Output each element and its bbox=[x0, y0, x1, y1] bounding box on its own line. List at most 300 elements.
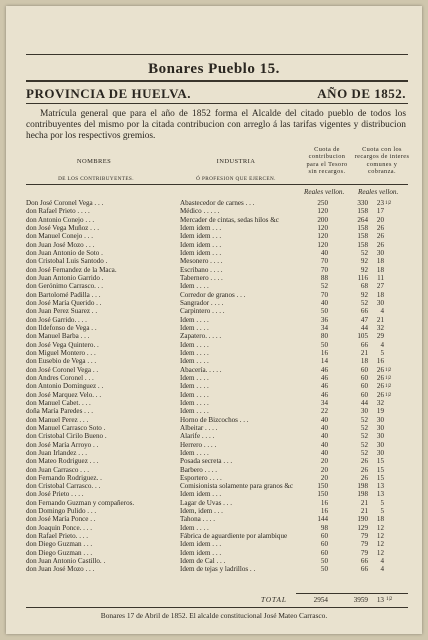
cents-cell: 20 bbox=[376, 215, 384, 224]
quota-surcharge-cell: 264 bbox=[357, 215, 368, 224]
table-row bbox=[6, 549, 422, 557]
document-page bbox=[6, 6, 422, 634]
top-rule bbox=[26, 54, 408, 55]
industry-cell: Idem idem . . . bbox=[180, 232, 222, 241]
quota-surcharge-cell: 52 bbox=[360, 298, 368, 307]
quota-surcharge-cell: 66 bbox=[360, 307, 368, 316]
taxpayer-name: don Manuel Carrasco Soto . bbox=[26, 423, 106, 432]
quota-cell: 36 bbox=[320, 315, 328, 324]
table-row bbox=[6, 257, 422, 265]
quota-cell: 34 bbox=[320, 398, 328, 407]
quota-surcharge-cell: 18 bbox=[360, 357, 368, 366]
industry-cell: Idem . . . . bbox=[180, 390, 209, 399]
table-row bbox=[6, 324, 422, 332]
taxpayer-name: don Juan Antonio de Soto . bbox=[26, 248, 103, 257]
industry-cell: Tabernero . . . . bbox=[180, 273, 223, 282]
industry-cell: Zapatero. . . . . bbox=[180, 332, 222, 341]
quota-cell: 46 bbox=[320, 382, 328, 391]
quota-header: Cuota de contribucion para el Tesoro sin recargos. bbox=[306, 146, 348, 175]
quota-cell: 120 bbox=[317, 232, 328, 241]
cents-cell: 30 bbox=[376, 440, 384, 449]
industry-cell: Mesonero . . . . bbox=[180, 257, 223, 266]
table-row bbox=[6, 441, 422, 449]
industry-cell: Corredor de granos . . . bbox=[180, 290, 246, 299]
quota-surcharge-cell: 52 bbox=[360, 448, 368, 457]
industry-cell: Horno de Bizcochos . . . bbox=[180, 415, 249, 424]
intro-paragraph: Matrícula general que para el año de 1852 forma el Alcalde del citado pueblo de todos los contribuyentes del mismo por la citada contribucion con arreglo á las tarifas vigentes y distribucion hecha por los respectivos gremios. bbox=[26, 109, 406, 141]
industry-cell: Posada secreta . . . bbox=[180, 457, 233, 466]
total-quota: 2954 bbox=[313, 596, 328, 604]
table-row bbox=[6, 357, 422, 365]
quota-cell: 40 bbox=[320, 440, 328, 449]
quota-surcharge-cell: 92 bbox=[360, 257, 368, 266]
industry-cell: Idem, idem . . . bbox=[180, 507, 223, 516]
quota-surcharge-cell: 68 bbox=[360, 282, 368, 291]
cents-cell: 5 bbox=[380, 498, 384, 507]
quota-cell: 60 bbox=[320, 548, 328, 557]
quota-surcharge-cell: 21 bbox=[360, 498, 368, 507]
quota-cell: 34 bbox=[320, 323, 328, 332]
quota-surcharge-cell: 158 bbox=[357, 240, 368, 249]
cents-cell: 29 bbox=[376, 332, 384, 341]
industry-cell: Barbero . . . . bbox=[180, 465, 218, 474]
industry-cell: Idem . . . . bbox=[180, 407, 209, 416]
cents-cell: 17 bbox=[376, 207, 384, 216]
table-row bbox=[6, 474, 422, 482]
cents-cell: 15 bbox=[376, 473, 384, 482]
cents-cell: 18 bbox=[376, 290, 384, 299]
table-row bbox=[6, 416, 422, 424]
table-row bbox=[6, 557, 422, 565]
quota-surcharge-cell: 79 bbox=[360, 532, 368, 541]
quota-cell: 46 bbox=[320, 390, 328, 399]
table-row bbox=[6, 482, 422, 490]
taxpayer-name: don Rafael Prieto. . . . bbox=[26, 532, 89, 541]
fraction-cell: 1|2 bbox=[385, 374, 392, 381]
industry-cell: Idem . . . . bbox=[180, 315, 209, 324]
taxpayer-name: doña María Paredes . . . bbox=[26, 407, 93, 416]
taxpayer-name: don Juan Antonio Garrido . bbox=[26, 273, 104, 282]
quota-surcharge-cell: 21 bbox=[360, 507, 368, 516]
table-row bbox=[6, 366, 422, 374]
quota-cell: 16 bbox=[320, 498, 328, 507]
cents-cell: 26 bbox=[376, 390, 384, 399]
header-rule bbox=[26, 184, 408, 185]
cents-cell: 32 bbox=[376, 323, 384, 332]
taxpayer-name: don Miguel Montero . . . bbox=[26, 348, 96, 357]
industry-cell: Carpintero . . . . bbox=[180, 307, 225, 316]
quota-cell: 16 bbox=[320, 348, 328, 357]
quota-surcharge-cell: 66 bbox=[360, 340, 368, 349]
table-row bbox=[6, 291, 422, 299]
cents-cell: 11 bbox=[377, 273, 384, 282]
table-row bbox=[6, 457, 422, 465]
taxpayer-name: don Andres Coronel . . . bbox=[26, 373, 94, 382]
quota-surcharge-cell: 44 bbox=[360, 398, 368, 407]
cents-cell: 26 bbox=[376, 373, 384, 382]
names-header: NOMBRES bbox=[76, 158, 112, 165]
quota-surcharge-cell: 60 bbox=[360, 390, 368, 399]
cents-cell: 5 bbox=[380, 507, 384, 516]
quota-surcharge-cell: 60 bbox=[360, 365, 368, 374]
table-row bbox=[6, 565, 422, 573]
cents-cell: 4 bbox=[380, 557, 384, 566]
industry-cell: Tahona . . . . bbox=[180, 515, 215, 524]
industry-cell: Comisionista solamente para granos &c bbox=[180, 482, 294, 491]
industry-cell: Idem . . . . bbox=[180, 340, 209, 349]
quota-surcharge-cell: 158 bbox=[357, 207, 368, 216]
quota-cell: 70 bbox=[320, 257, 328, 266]
industry-cell: Albeitar . . . . bbox=[180, 423, 218, 432]
taxpayer-name: don José María Arroyo . . bbox=[26, 440, 99, 449]
cents-cell: 30 bbox=[376, 448, 384, 457]
quota-cell: 60 bbox=[320, 532, 328, 541]
quota-cell: 50 bbox=[320, 557, 328, 566]
industry-cell: Sangrador . . . . bbox=[180, 298, 224, 307]
taxpayer-name: don Juan Perez Suarez . . bbox=[26, 307, 98, 316]
industry-cell: Idem idem . . . bbox=[180, 540, 222, 549]
taxpayer-name: don Mateo Rodriguez . . . bbox=[26, 457, 99, 466]
quota-cell: 40 bbox=[320, 423, 328, 432]
quota-surcharge-header: Cuota con los recargos de interes comunes y cobranza. bbox=[354, 146, 410, 175]
table-row bbox=[6, 266, 422, 274]
taxpayer-table bbox=[6, 199, 422, 574]
table-row bbox=[6, 499, 422, 507]
quota-cell: 60 bbox=[320, 540, 328, 549]
industry-cell: Idem . . . . bbox=[180, 382, 209, 391]
cents-cell: 12 bbox=[376, 548, 384, 557]
table-row bbox=[6, 424, 422, 432]
quota-cell: 98 bbox=[320, 523, 328, 532]
industry-cell: Idem idem . . . bbox=[180, 248, 222, 257]
taxpayer-name: don Juan Carrasco . . . bbox=[26, 465, 90, 474]
industry-cell: Idem . . . . bbox=[180, 523, 209, 532]
taxpayer-name: don Juan José Mozo . . . bbox=[26, 565, 95, 574]
quota-cell: 120 bbox=[317, 207, 328, 216]
cents-cell: 4 bbox=[380, 307, 384, 316]
quota-surcharge-cell: 129 bbox=[357, 523, 368, 532]
quota-surcharge-cell: 79 bbox=[360, 548, 368, 557]
table-row bbox=[6, 249, 422, 257]
table-row bbox=[6, 524, 422, 532]
table-row bbox=[6, 449, 422, 457]
quota-cell: 14 bbox=[320, 357, 328, 366]
industry-cell: Lagar de Uvas . . . bbox=[180, 498, 233, 507]
cents-cell: 30 bbox=[376, 423, 384, 432]
total-row bbox=[6, 596, 422, 605]
taxpayer-name: don Fernando Rodriguez. . bbox=[26, 473, 102, 482]
taxpayer-name: don José Marquez Velo. . . bbox=[26, 390, 102, 399]
cents-cell: 13 bbox=[376, 482, 384, 491]
industry-cell: Idem . . . . bbox=[180, 448, 209, 457]
cents-cell: 16 bbox=[376, 357, 384, 366]
province-heading: PROVINCIA DE HUELVA. bbox=[26, 86, 191, 101]
quota-cell: 20 bbox=[320, 473, 328, 482]
cents-cell: 18 bbox=[376, 515, 384, 524]
industry-cell: Fábrica de aguardiente por alambique bbox=[180, 532, 288, 541]
footer-rule bbox=[26, 607, 408, 608]
quota-surcharge-cell: 190 bbox=[357, 515, 368, 524]
cents-cell: 32 bbox=[376, 398, 384, 407]
industry-header: INDUSTRIA bbox=[216, 158, 256, 165]
quota-cell: 144 bbox=[317, 515, 328, 524]
cents-cell: 26 bbox=[376, 240, 384, 249]
quota-cell: 120 bbox=[317, 240, 328, 249]
cents-cell: 30 bbox=[376, 298, 384, 307]
industry-cell: Idem . . . . bbox=[180, 282, 209, 291]
cents-cell: 18 bbox=[376, 257, 384, 266]
cents-cell: 27 bbox=[376, 282, 384, 291]
quota-cell: 150 bbox=[317, 490, 328, 499]
quota-cell: 88 bbox=[320, 273, 328, 282]
table-row bbox=[6, 515, 422, 523]
industry-cell: Alarife . . . . bbox=[180, 432, 215, 441]
quota-surcharge-cell: 66 bbox=[360, 557, 368, 566]
taxpayer-name: don Antonio Dominguez . . bbox=[26, 382, 104, 391]
signature-line: Bonares 17 de Abril de 1852. El alcalde constitucional José Mateo Carrasco. bbox=[100, 611, 328, 620]
industry-cell: Idem . . . . bbox=[180, 348, 209, 357]
quota-surcharge-cell: 26 bbox=[360, 457, 368, 466]
table-row bbox=[6, 241, 422, 249]
industry-cell: Idem idem . . . bbox=[180, 223, 222, 232]
industry-cell: Idem idem . . . bbox=[180, 490, 222, 499]
quota-surcharge-cell: 21 bbox=[360, 348, 368, 357]
table-row bbox=[6, 341, 422, 349]
industry-cell: Idem de tejas y ladrillos . . bbox=[180, 565, 256, 574]
quota-cell: 40 bbox=[320, 415, 328, 424]
quota-surcharge-cell: 52 bbox=[360, 423, 368, 432]
table-row bbox=[6, 216, 422, 224]
table-row bbox=[6, 490, 422, 498]
table-row bbox=[6, 391, 422, 399]
quota-cell: 50 bbox=[320, 565, 328, 574]
industry-cell: Idem . . . . bbox=[180, 373, 209, 382]
quota-surcharge-cell: 52 bbox=[360, 248, 368, 257]
table-row bbox=[6, 274, 422, 282]
quota-cell: 50 bbox=[320, 340, 328, 349]
cents-cell: 30 bbox=[376, 415, 384, 424]
industry-cell: Abacería. . . . . bbox=[180, 365, 222, 374]
table-row bbox=[6, 199, 422, 207]
quota-cell: 200 bbox=[317, 215, 328, 224]
taxpayer-name: don Joaquin Ponce. . . . bbox=[26, 523, 93, 532]
total-rule bbox=[296, 593, 408, 594]
cents-cell: 26 bbox=[376, 382, 384, 391]
table-row bbox=[6, 316, 422, 324]
table-row bbox=[6, 282, 422, 290]
quota-cell: 20 bbox=[320, 457, 328, 466]
industry-cell: Abastecedor de carnes . . . bbox=[180, 199, 255, 207]
quota-surcharge-cell: 116 bbox=[357, 273, 368, 282]
cents-cell: 15 bbox=[376, 457, 384, 466]
table-row bbox=[6, 532, 422, 540]
total-cents: 13 bbox=[376, 596, 384, 604]
quota-cell: 40 bbox=[320, 248, 328, 257]
total-fraction: 1|2 bbox=[386, 596, 393, 602]
quota-cell: 120 bbox=[317, 223, 328, 232]
cents-cell: 4 bbox=[380, 565, 384, 574]
industry-subheader: Ó PROFESION QUE EJERCEN. bbox=[196, 176, 276, 182]
quota-cell: 70 bbox=[320, 290, 328, 299]
quota-surcharge-cell: 105 bbox=[357, 332, 368, 341]
cents-cell: 19 bbox=[376, 407, 384, 416]
taxpayer-name: don Manuel Barba . . . bbox=[26, 332, 90, 341]
quota-surcharge-cell: 66 bbox=[360, 565, 368, 574]
quota-surcharge-cell: 52 bbox=[360, 432, 368, 441]
fraction-cell: 1|2 bbox=[385, 200, 392, 206]
cents-cell: 12 bbox=[376, 523, 384, 532]
taxpayer-name: don Manuel Cabet. . . . bbox=[26, 398, 91, 407]
quota-surcharge-cell: 198 bbox=[357, 490, 368, 499]
quota-cell: 20 bbox=[320, 465, 328, 474]
page-title: Bonares Pueblo 15. bbox=[148, 61, 280, 77]
taxpayer-name: don Antonio Conejo . . . bbox=[26, 215, 95, 224]
title-rule bbox=[26, 80, 408, 82]
taxpayer-name: don Domingo Pulido . . . bbox=[26, 507, 97, 516]
quota-cell: 70 bbox=[320, 265, 328, 274]
taxpayer-name: don Diego Guzman . . . bbox=[26, 548, 93, 557]
fraction-cell: 1|2 bbox=[385, 366, 392, 373]
cents-cell: 15 bbox=[376, 465, 384, 474]
taxpayer-name: don Juan José Mozo . . . bbox=[26, 240, 95, 249]
industry-cell: Idem de Cal . . . bbox=[180, 557, 226, 566]
cents-cell: 12 bbox=[376, 540, 384, 549]
taxpayer-name: don José María Ponce . . bbox=[26, 515, 96, 524]
quota-cell: 40 bbox=[320, 298, 328, 307]
table-row bbox=[6, 540, 422, 548]
table-row bbox=[6, 332, 422, 340]
industry-cell: Idem . . . . bbox=[180, 323, 209, 332]
quota-cell: 50 bbox=[320, 307, 328, 316]
taxpayer-name: don Fernando Guzman y compañeros. bbox=[26, 498, 135, 507]
taxpayer-name: don Juan Irlandez . . . bbox=[26, 448, 88, 457]
table-row bbox=[6, 507, 422, 515]
cents-cell: 21 bbox=[376, 315, 384, 324]
taxpayer-name: don Ildefonso de Vega . . bbox=[26, 323, 97, 332]
quota-surcharge-cell: 158 bbox=[357, 232, 368, 241]
taxpayer-name: don Rafael Prieto . . . . bbox=[26, 207, 90, 216]
cents-cell: 30 bbox=[376, 248, 384, 257]
quota-cell: 40 bbox=[320, 448, 328, 457]
names-subheader: DE LOS CONTRIBUYENTES. bbox=[58, 176, 134, 182]
cents-cell: 30 bbox=[376, 432, 384, 441]
taxpayer-name: don José Prieto . . . . bbox=[26, 490, 84, 499]
cents-cell: 23 bbox=[376, 199, 384, 207]
cents-cell: 5 bbox=[380, 348, 384, 357]
fraction-cell: 1|2 bbox=[385, 391, 392, 398]
quota-surcharge-cell: 26 bbox=[360, 465, 368, 474]
quota-surcharge-cell: 44 bbox=[360, 323, 368, 332]
industry-cell: Idem idem . . . bbox=[180, 548, 222, 557]
industry-cell: Idem . . . . bbox=[180, 357, 209, 366]
quota-cell: 250 bbox=[317, 199, 328, 207]
table-row bbox=[6, 232, 422, 240]
taxpayer-name: don José María Querido . . bbox=[26, 298, 102, 307]
quota-surcharge-cell: 92 bbox=[360, 290, 368, 299]
industry-cell: Esportero . . . . bbox=[180, 473, 222, 482]
table-row bbox=[6, 224, 422, 232]
cents-cell: 18 bbox=[376, 265, 384, 274]
quota-cell: 80 bbox=[320, 332, 328, 341]
quota-cell: 46 bbox=[320, 373, 328, 382]
quota-surcharge-cell: 79 bbox=[360, 540, 368, 549]
quota-cell: 52 bbox=[320, 282, 328, 291]
table-row bbox=[6, 207, 422, 215]
quota-cell: 40 bbox=[320, 432, 328, 441]
table-row bbox=[6, 349, 422, 357]
industry-cell: Idem . . . . bbox=[180, 398, 209, 407]
taxpayer-name: don José Fernandez de la Maca. bbox=[26, 265, 117, 274]
table-row bbox=[6, 382, 422, 390]
industry-cell: Mercader de cintas, sedas hilos &c bbox=[180, 215, 279, 224]
quota-surcharge-cell: 60 bbox=[360, 382, 368, 391]
taxpayer-name: don Manuel Conejo . . . bbox=[26, 232, 93, 241]
table-row bbox=[6, 432, 422, 440]
cents-cell: 13 bbox=[376, 490, 384, 499]
quota-cell: 46 bbox=[320, 365, 328, 374]
quota-surcharge-cell: 330 bbox=[357, 199, 368, 207]
table-row bbox=[6, 307, 422, 315]
total-quota-surcharge: 3959 bbox=[353, 596, 368, 604]
taxpayer-name: don Diego Guzman . . . bbox=[26, 540, 93, 549]
quota-cell: 16 bbox=[320, 507, 328, 516]
taxpayer-name: don Juan Antonio Castillo. . bbox=[26, 557, 106, 566]
table-row bbox=[6, 374, 422, 382]
cents-cell: 26 bbox=[376, 365, 384, 374]
total-label: TOTAL bbox=[261, 596, 287, 604]
quota-surcharge-cell: 52 bbox=[360, 415, 368, 424]
industry-cell: Idem idem . . . bbox=[180, 240, 222, 249]
taxpayer-name: don José Garrido. . . . bbox=[26, 315, 87, 324]
table-row bbox=[6, 407, 422, 415]
industry-cell: Médico . . . . . bbox=[180, 207, 220, 216]
taxpayer-name: don Cristobal Luis Santodo . bbox=[26, 257, 108, 266]
quota-surcharge-cell: 158 bbox=[357, 223, 368, 232]
taxpayer-name: don Eusebio de Vega . . . bbox=[26, 357, 97, 366]
cents-cell: 4 bbox=[380, 340, 384, 349]
quota-surcharge-cell: 26 bbox=[360, 473, 368, 482]
industry-cell: Herrero . . . . bbox=[180, 440, 217, 449]
table-row bbox=[6, 399, 422, 407]
table-row bbox=[6, 466, 422, 474]
taxpayer-name: don Cristobal Cirilo Bueno . bbox=[26, 432, 107, 441]
taxpayer-name: don Manuel Perez . . . bbox=[26, 415, 89, 424]
quota-cell: 150 bbox=[317, 482, 328, 491]
unit-label-1: Reales vellon. bbox=[304, 188, 345, 196]
quota-cell: 22 bbox=[320, 407, 328, 416]
table-row bbox=[6, 299, 422, 307]
unit-label-2: Reales vellon. bbox=[358, 188, 399, 196]
cents-cell: 12 bbox=[376, 532, 384, 541]
fraction-cell: 1|2 bbox=[385, 383, 392, 390]
taxpayer-name: don José Coronel Vega . . bbox=[26, 365, 99, 374]
quota-surcharge-cell: 60 bbox=[360, 373, 368, 382]
quota-surcharge-cell: 52 bbox=[360, 440, 368, 449]
cents-cell: 26 bbox=[376, 223, 384, 232]
cents-cell: 26 bbox=[376, 232, 384, 241]
taxpayer-name: don Bartolomé Padilla . . . bbox=[26, 290, 101, 299]
quota-surcharge-cell: 30 bbox=[360, 407, 368, 416]
taxpayer-name: don José Vega Quintero. . bbox=[26, 340, 99, 349]
quota-surcharge-cell: 198 bbox=[357, 482, 368, 491]
taxpayer-name: don Cristobal Carrasco. . . bbox=[26, 482, 101, 491]
industry-cell: Escribano . . . . bbox=[180, 265, 223, 274]
quota-surcharge-cell: 92 bbox=[360, 265, 368, 274]
taxpayer-name: don Gerónimo Carrasco. . . bbox=[26, 282, 104, 291]
year-heading: AÑO DE 1852. bbox=[317, 86, 406, 101]
taxpayer-name: Don José Coronel Vega . . . bbox=[26, 199, 104, 207]
quota-surcharge-cell: 47 bbox=[360, 315, 368, 324]
